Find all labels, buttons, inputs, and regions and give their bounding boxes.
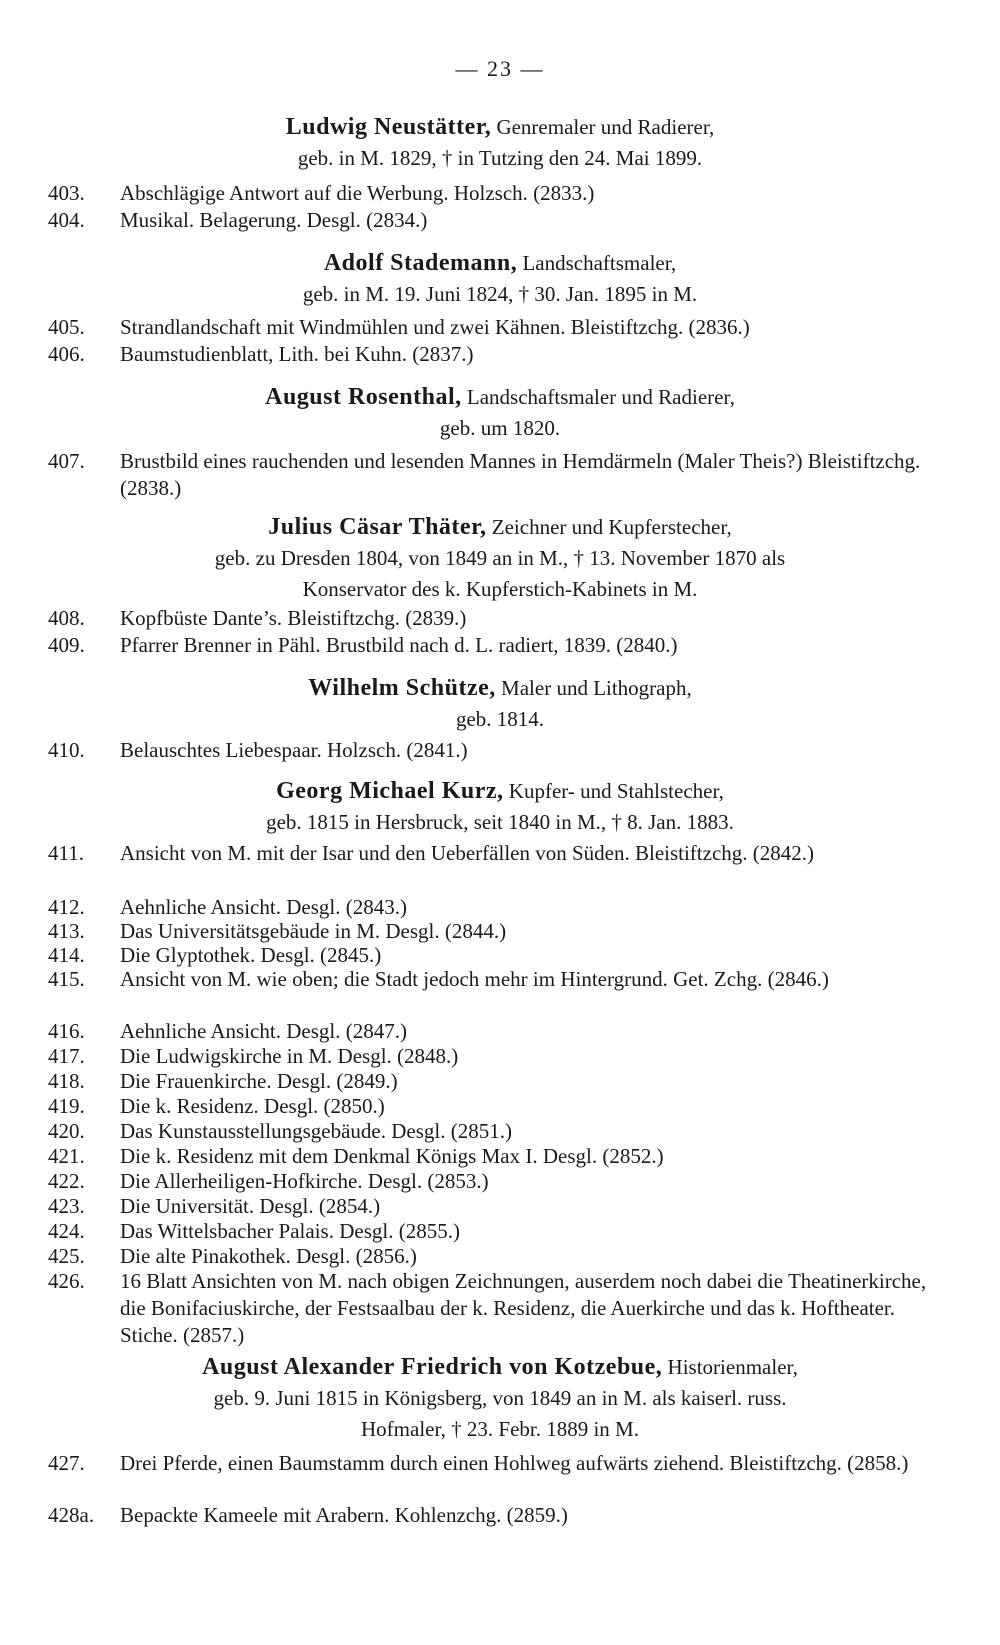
artist-heading (60, 112, 940, 174)
catalog-entry (48, 1143, 928, 1170)
entry-text: Abschlägige Antwort auf die Werbung. Holzsch. (2833.) (120, 181, 595, 205)
artist-description: Landschaftsmaler und Radierer, (466, 385, 735, 409)
entry-number: 413. (48, 919, 85, 943)
entry-number: 409. (48, 633, 85, 657)
entry-number: 407. (48, 449, 85, 473)
entry-number: 420. (48, 1119, 85, 1143)
entry-number: 424. (48, 1219, 85, 1243)
catalog-entry (48, 605, 928, 632)
entry-text: Baumstudienblatt, Lith. bei Kuhn. (2837.) (120, 342, 474, 366)
entry-text: Die Ludwigskirche in M. Desgl. (2848.) (120, 1044, 459, 1068)
catalog-entry (48, 180, 928, 207)
artist-description: Historienmaler, (667, 1355, 798, 1379)
entry-text: Die Universität. Desgl. (2854.) (120, 1194, 381, 1218)
entry-number: 410. (48, 738, 85, 762)
entry-number: 418. (48, 1069, 85, 1093)
catalog-entry (48, 1168, 928, 1195)
catalog-entry (48, 840, 928, 867)
catalog-entry (48, 894, 928, 921)
entry-text: Aehnliche Ansicht. Desgl. (2847.) (120, 1019, 407, 1043)
entry-text: Die alte Pinakothek. Desgl. (2856.) (120, 1244, 417, 1268)
entry-number: 416. (48, 1019, 85, 1043)
entry-number: 405. (48, 315, 85, 339)
catalog-entry (48, 1218, 928, 1245)
artist-bio: geb. zu Dresden 1804, von 1849 an in M., † 13. November 1870 als (214, 546, 786, 570)
artist-heading (60, 512, 940, 605)
catalog-entry (48, 918, 928, 945)
artist-description: Genremaler und Radierer, (496, 115, 715, 139)
entry-number: 411. (48, 841, 84, 865)
entry-text: Die Frauenkirche. Desgl. (2849.) (120, 1069, 398, 1093)
entry-text: Die k. Residenz. Desgl. (2850.) (120, 1094, 385, 1118)
artist-name: August Alexander Friedrich von Kotzebue, (202, 1354, 663, 1380)
catalog-entry (48, 1018, 928, 1045)
entry-number: 412. (48, 895, 85, 919)
entry-text: Das Kunstausstellungsgebäude. Desgl. (2851.) (120, 1119, 512, 1143)
entry-text: Belauschtes Liebespaar. Holzsch. (2841.) (120, 738, 468, 762)
entry-number: 425. (48, 1244, 85, 1268)
artist-description: Maler und Lithograph, (501, 676, 692, 700)
artist-bio: geb. 9. Juni 1815 in Königsberg, von 1849 an in M. als kaiserl. russ. (213, 1386, 787, 1410)
entry-text: Das Universitätsgebäude in M. Desgl. (2844.) (120, 919, 507, 943)
entry-number: 406. (48, 342, 85, 366)
entry-number: 403. (48, 181, 85, 205)
entry-text: Das Wittelsbacher Palais. Desgl. (2855.) (120, 1219, 460, 1243)
entry-text: Die k. Residenz mit dem Denkmal Königs Max I. Desgl. (2852.) (120, 1144, 664, 1168)
entry-number: 422. (48, 1169, 85, 1193)
artist-heading (60, 248, 940, 310)
artist-bio: geb. in M. 19. Juni 1824, † 30. Jan. 1895 in M. (302, 282, 698, 306)
catalog-entry (48, 632, 928, 659)
artist-heading (60, 382, 940, 444)
catalog-entry (48, 448, 928, 502)
catalog-entry (48, 1093, 928, 1120)
artist-name: Wilhelm Schütze, (308, 675, 496, 701)
catalog-entry (48, 1043, 928, 1070)
artist-heading (60, 673, 940, 735)
entry-text: Drei Pferde, einen Baumstamm durch einen Hohlweg aufwärts ziehend. Bleistiftzchg. (2858.) (120, 1451, 909, 1475)
entry-number: 404. (48, 208, 85, 232)
artist-heading (60, 1352, 940, 1445)
artist-heading (60, 776, 940, 838)
artist-bio: Hofmaler, † 23. Febr. 1889 in M. (361, 1417, 639, 1441)
entry-number: 427. (48, 1451, 85, 1475)
artist-description: Kupfer- und Stahlstecher, (508, 779, 724, 803)
entry-text: 16 Blatt Ansichten von M. nach obigen Zeichnungen, auserdem noch dabei die Theatinerkirche, die Bonifaciuskirche, der Festsaalbau der k. Residenz, die Auerkirche und das k. Hoftheater. Stiche. (2857.) (120, 1269, 927, 1347)
catalog-entry (48, 1502, 928, 1529)
entry-number: 414. (48, 943, 85, 967)
artist-description: Landschaftsmaler, (522, 251, 677, 275)
entry-text: Bepackte Kameele mit Arabern. Kohlenzchg. (2859.) (120, 1503, 568, 1527)
entry-text: Musikal. Belagerung. Desgl. (2834.) (120, 208, 428, 232)
entry-text: Pfarrer Brenner in Pähl. Brustbild nach d. L. radiert, 1839. (2840.) (120, 633, 678, 657)
catalog-entry (48, 1450, 928, 1477)
entry-number: 426. (48, 1269, 85, 1293)
entry-text: Kopfbüste Dante’s. Bleistiftzchg. (2839.) (120, 606, 467, 630)
catalog-entry (48, 966, 928, 993)
entry-text: Die Glyptothek. Desgl. (2845.) (120, 943, 382, 967)
catalog-entry (48, 737, 928, 764)
artist-name: Adolf Stademann, (323, 250, 518, 276)
catalog-entry (48, 207, 928, 234)
entry-number: 419. (48, 1094, 85, 1118)
catalog-entry (48, 942, 928, 969)
entry-number: 408. (48, 606, 85, 630)
artist-name: Julius Cäsar Thäter, (268, 514, 487, 540)
page-number: — 23 — (455, 56, 545, 81)
artist-bio: geb. 1814. (455, 707, 545, 731)
artist-bio: geb. 1815 in Hersbruck, seit 1840 in M., † 8. Jan. 1883. (266, 810, 734, 834)
catalog-entry (48, 1068, 928, 1095)
entry-text: Die Allerheiligen-Hofkirche. Desgl. (2853.) (120, 1169, 489, 1193)
catalog-entry (48, 1118, 928, 1145)
catalog-entry (48, 341, 928, 368)
entry-number: 423. (48, 1194, 85, 1218)
catalog-entry (48, 1268, 928, 1349)
entry-number: 415. (48, 967, 85, 991)
artist-name: Ludwig Neustätter, (285, 114, 492, 140)
entry-text: Aehnliche Ansicht. Desgl. (2843.) (120, 895, 407, 919)
artist-description: Zeichner und Kupferstecher, (491, 515, 732, 539)
artist-bio: geb. um 1820. (439, 416, 561, 440)
artist-bio: Konservator des k. Kupferstich-Kabinets in M. (302, 577, 698, 601)
entry-text: Brustbild eines rauchenden und lesenden Mannes in Hemdärmeln (Maler Theis?) Bleistiftzchg. (2838.) (120, 449, 921, 500)
entry-text: Ansicht von M. mit der Isar und den Ueberfällen von Süden. Bleistiftzchg. (2842.) (120, 841, 815, 865)
artist-name: August Rosenthal, (265, 384, 462, 410)
entry-number: 417. (48, 1044, 85, 1068)
entry-number: 421. (48, 1144, 85, 1168)
catalog-entry (48, 1193, 928, 1220)
entry-text: Ansicht von M. wie oben; die Stadt jedoch mehr im Hintergrund. Get. Zchg. (2846.) (120, 967, 829, 991)
artist-bio: geb. in M. 1829, † in Tutzing den 24. Mai 1899. (297, 146, 703, 170)
catalog-entry (48, 1243, 928, 1270)
entry-text: Strandlandschaft mit Windmühlen und zwei Kähnen. Bleistiftzchg. (2836.) (120, 315, 750, 339)
artist-name: Georg Michael Kurz, (276, 778, 504, 804)
catalog-entry (48, 314, 928, 341)
entry-number: 428a. (48, 1503, 95, 1527)
